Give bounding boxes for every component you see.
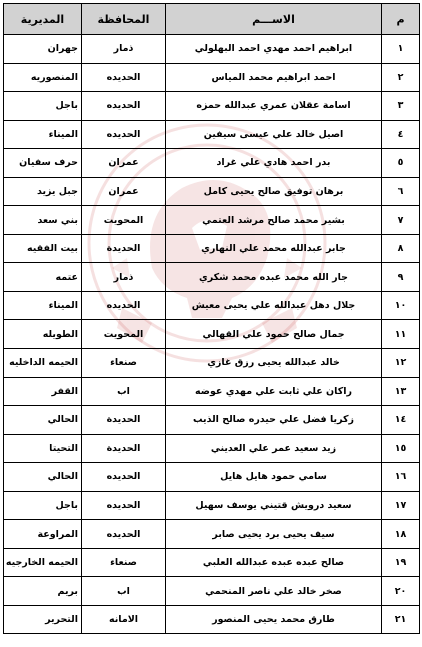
cell-num: ١٢ (382, 349, 420, 378)
cell-governorate: الحديده (82, 463, 166, 492)
cell-governorate: الحديده (82, 491, 166, 520)
table-row (4, 548, 420, 577)
cell-district: بيت الفقيه (4, 234, 82, 263)
cell-district: المنصوريه (4, 63, 82, 92)
cell-num: ٨ (382, 234, 420, 263)
table-row (4, 320, 420, 349)
table-header-row (4, 4, 420, 35)
cell-num: ١٩ (382, 548, 420, 577)
cell-governorate: ذمار (82, 263, 166, 292)
cell-governorate: الحديده (82, 63, 166, 92)
cell-num: ١٧ (382, 491, 420, 520)
cell-num: ٤ (382, 120, 420, 149)
cell-governorate: المحويت (82, 206, 166, 235)
cell-name: بدر احمد هادي علي غراد (166, 149, 382, 178)
cell-governorate: الحديده (82, 291, 166, 320)
table-row (4, 377, 420, 406)
cell-district: بريم (4, 577, 82, 606)
cell-governorate: صنعاء (82, 349, 166, 378)
cell-num: ١٤ (382, 406, 420, 435)
table-row (4, 149, 420, 178)
cell-num: ٥ (382, 149, 420, 178)
table-row (4, 463, 420, 492)
table-row (4, 291, 420, 320)
cell-district: الميناء (4, 291, 82, 320)
cell-district: باجل (4, 491, 82, 520)
table-row (4, 206, 420, 235)
cell-num: ٦ (382, 177, 420, 206)
cell-district: الحالي (4, 463, 82, 492)
cell-name: زكريا فضل علي حيدره صالح الذيب (166, 406, 382, 435)
cell-district: الطويله (4, 320, 82, 349)
cell-name: جابر عبدالله محمد علي النهاري (166, 234, 382, 263)
cell-name: طارق محمد يحيى المنصور (166, 605, 382, 634)
cell-district: التحرير (4, 605, 82, 634)
cell-governorate: الحديدة (82, 234, 166, 263)
cell-name: زيد سعيد عمر علي العديني (166, 434, 382, 463)
cell-num: ٧ (382, 206, 420, 235)
cell-district: بني سعد (4, 206, 82, 235)
cell-name: جلال دهل عبدالله علي يحيى معيش (166, 291, 382, 320)
cell-name: ابراهيم احمد مهدي احمد البهلولي (166, 35, 382, 64)
cell-num: ١٣ (382, 377, 420, 406)
table-row (4, 406, 420, 435)
table-row (4, 491, 420, 520)
cell-name: اصيل خالد علي عيسى سيفين (166, 120, 382, 149)
table-row (4, 605, 420, 634)
cell-num: ١١ (382, 320, 420, 349)
cell-name: جار الله محمد عبده محمد شكري (166, 263, 382, 292)
table-row (4, 92, 420, 121)
table-row (4, 35, 420, 64)
cell-num: ٢١ (382, 605, 420, 634)
cell-governorate: عمران (82, 149, 166, 178)
cell-name: صخر خالد علي ناصر المنحمي (166, 577, 382, 606)
header-name: الاســـم (166, 4, 382, 35)
cell-governorate: المحويت (82, 320, 166, 349)
cell-num: ١٨ (382, 520, 420, 549)
cell-district: الحالي (4, 406, 82, 435)
cell-governorate: الحديدة (82, 434, 166, 463)
cell-num: ١٥ (382, 434, 420, 463)
header-district: المديرية (4, 4, 82, 35)
header-num: م (382, 4, 420, 35)
cell-name: اسامة عقلان عمري عبدالله حمزه (166, 92, 382, 121)
cell-district: الميناء (4, 120, 82, 149)
cell-district: التحيتا (4, 434, 82, 463)
cell-name: احمد ابراهيم محمد المياس (166, 63, 382, 92)
table-row (4, 577, 420, 606)
cell-name: سامي حمود هايل هايل (166, 463, 382, 492)
cell-district: المراوعة (4, 520, 82, 549)
cell-name: خالد عبدالله يحيى رزق غازي (166, 349, 382, 378)
cell-governorate: اب (82, 577, 166, 606)
cell-num: ٣ (382, 92, 420, 121)
cell-district: حرف سفيان (4, 149, 82, 178)
cell-district: الحيمه الخارجيه (4, 548, 82, 577)
cell-name: سيف يحيى برد يحيى صابر (166, 520, 382, 549)
cell-name: راكان علي ثابت علي مهدي عوضه (166, 377, 382, 406)
cell-num: ١٦ (382, 463, 420, 492)
cell-district: جبل يزيد (4, 177, 82, 206)
cell-num: ١٠ (382, 291, 420, 320)
cell-governorate: ذمار (82, 35, 166, 64)
cell-district: باجل (4, 92, 82, 121)
names-table (3, 3, 420, 634)
cell-governorate: عمران (82, 177, 166, 206)
cell-governorate: اب (82, 377, 166, 406)
table-row (4, 63, 420, 92)
cell-governorate: صنعاء (82, 548, 166, 577)
table-row (4, 349, 420, 378)
table-row (4, 234, 420, 263)
cell-governorate: الحديده (82, 92, 166, 121)
cell-governorate: الامانه (82, 605, 166, 634)
cell-district: القفر (4, 377, 82, 406)
cell-num: ٢ (382, 63, 420, 92)
header-governorate: المحافظة (82, 4, 166, 35)
cell-district: جهران (4, 35, 82, 64)
cell-governorate: الحديدة (82, 406, 166, 435)
table-row (4, 520, 420, 549)
cell-district: الحيمه الداخليه (4, 349, 82, 378)
cell-num: ٢٠ (382, 577, 420, 606)
cell-name: بشير محمد صالح مرشد العتمي (166, 206, 382, 235)
cell-name: جمال صالح حمود علي القهالي (166, 320, 382, 349)
table-row (4, 434, 420, 463)
cell-name: سعيد درويش قتيني يوسف سهيل (166, 491, 382, 520)
cell-governorate: الحديده (82, 520, 166, 549)
cell-name: صالح عبده عبده عبدالله العلبي (166, 548, 382, 577)
cell-name: برهان توفيق صالح يحيى كامل (166, 177, 382, 206)
table-row (4, 120, 420, 149)
cell-district: عتمه (4, 263, 82, 292)
cell-governorate: الحديده (82, 120, 166, 149)
cell-num: ٩ (382, 263, 420, 292)
table-row (4, 263, 420, 292)
table-row (4, 177, 420, 206)
cell-num: ١ (382, 35, 420, 64)
